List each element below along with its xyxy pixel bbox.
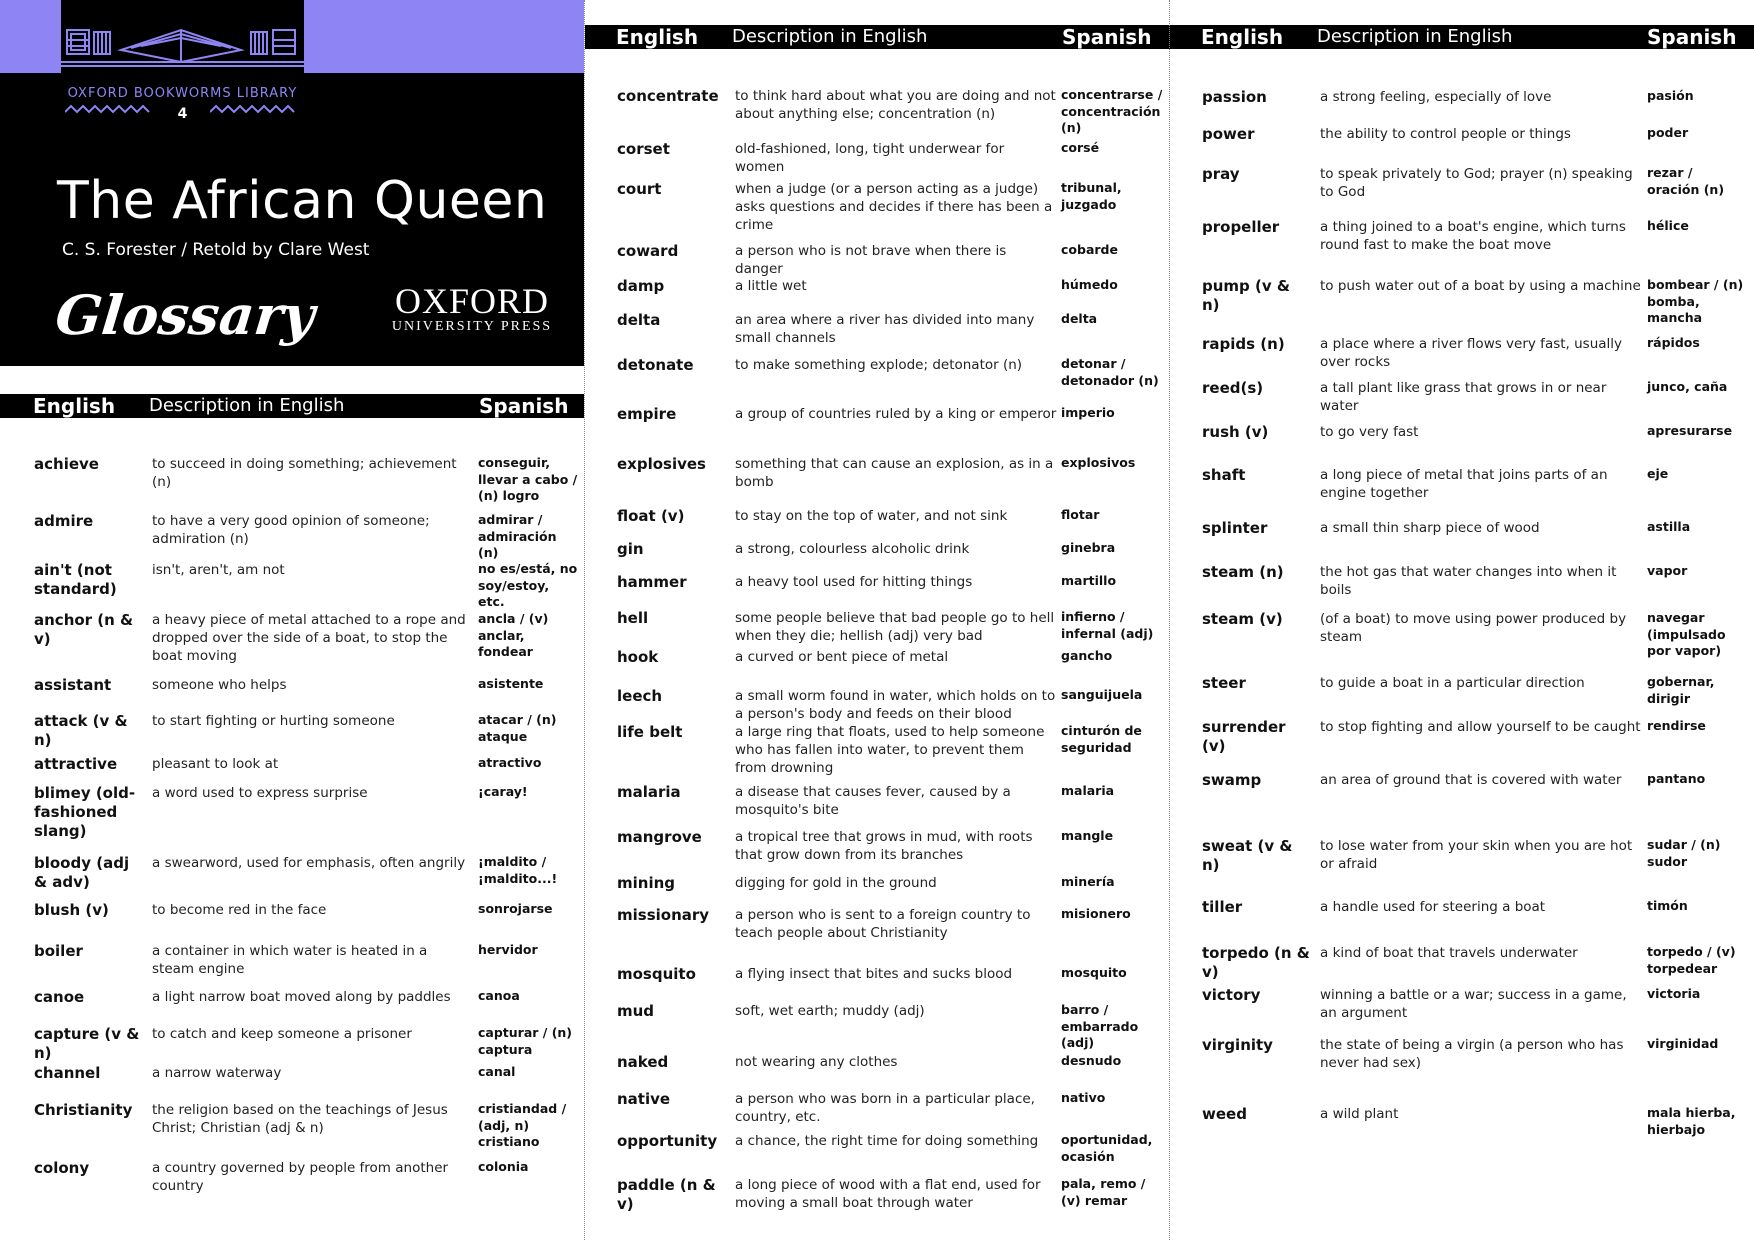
entry-word: boiler <box>34 942 83 960</box>
entry-description: winning a battle or a war; success in a game, an argument <box>1320 987 1627 1021</box>
entry-word: hammer <box>617 573 687 591</box>
entry-spanish: hervidor <box>478 942 538 957</box>
entry-spanish: vapor <box>1647 563 1688 578</box>
entry-spanish: sanguijuela <box>1061 687 1143 702</box>
glossary-column-2 <box>584 0 1170 1240</box>
entry-word: malaria <box>617 783 681 801</box>
entry-word: sweat (v & n) <box>1202 837 1293 874</box>
column-header <box>1170 25 1754 49</box>
header-spanish: Spanish <box>479 394 569 418</box>
header-english: English <box>33 394 116 418</box>
entry-word: steam (n) <box>1202 563 1284 581</box>
book-author: C. S. Forester / Retold by Clare West <box>62 240 370 260</box>
entry-description: to guide a boat in a particular direction <box>1320 675 1585 691</box>
entry-description: to succeed in doing something; achievement (n) <box>152 456 457 490</box>
entry-word: swamp <box>1202 771 1262 789</box>
header-english: English <box>1201 25 1284 49</box>
entry-word: pump (v & n) <box>1202 277 1290 314</box>
entry-word: surrender (v) <box>1202 718 1286 755</box>
glossary-column-1 <box>0 0 584 1240</box>
entry-spanish: húmedo <box>1061 277 1118 292</box>
entry-spanish: sonrojarse <box>478 901 553 916</box>
entry-word: steam (v) <box>1202 610 1283 628</box>
header-spanish: Spanish <box>1647 25 1737 49</box>
entry-description: (of a boat) to move using power produced by steam <box>1320 611 1627 645</box>
entry-word: channel <box>34 1064 101 1082</box>
entry-description: a person who is sent to a foreign country to teach people about Christianity <box>735 907 1031 941</box>
entry-word: victory <box>1202 986 1261 1004</box>
entry-description: a kind of boat that travels underwater <box>1320 945 1578 961</box>
entry-word: propeller <box>1202 218 1280 236</box>
entry-spanish: torpedo / (v) torpedear <box>1647 944 1736 976</box>
entry-spanish: oportunidad, ocasión <box>1061 1132 1153 1164</box>
entry-spanish: tribunal, juzgado <box>1061 180 1122 212</box>
entry-spanish: gancho <box>1061 648 1113 663</box>
book-cover-header <box>0 0 584 366</box>
entry-description: a thing joined to a boat's engine, which turns round fast to make the boat move <box>1320 219 1626 253</box>
entry-spanish: pantano <box>1647 771 1706 786</box>
entry-word: corset <box>617 140 670 158</box>
header-description: Description in English <box>732 26 928 47</box>
entry-description: a heavy piece of metal attached to a rope and dropped over the side of a boat, to stop the boat moving <box>152 612 466 664</box>
entry-spanish: apresurarse <box>1647 423 1733 438</box>
entry-spanish: malaria <box>1061 783 1115 798</box>
entry-word: passion <box>1202 88 1267 106</box>
entry-description: someone who helps <box>152 677 287 693</box>
entry-description: a person who is not brave when there is danger <box>735 243 1007 277</box>
entry-description: to stop fighting and allow yourself to be caught <box>1320 719 1641 735</box>
entry-spanish: cobarde <box>1061 242 1118 257</box>
column-header <box>0 394 584 418</box>
entry-spanish: pala, remo / (v) remar <box>1061 1176 1146 1208</box>
entry-spanish: ginebra <box>1061 540 1116 555</box>
entry-spanish: capturar / (n) captura <box>478 1025 573 1057</box>
entry-spanish: colonia <box>478 1159 529 1174</box>
entry-spanish: rápidos <box>1647 335 1700 350</box>
entry-spanish: sudar / (n) sudor <box>1647 837 1721 869</box>
entry-spanish: canoa <box>478 988 520 1003</box>
entry-description: a chance, the right time for doing something <box>735 1133 1039 1149</box>
entry-word: damp <box>617 277 665 295</box>
entry-spanish: ancla / (v) anclar, fondear <box>478 611 549 659</box>
entry-spanish: desnudo <box>1061 1053 1122 1068</box>
entry-description: a country governed by people from another country <box>152 1160 449 1194</box>
entry-word: assistant <box>34 676 112 694</box>
entry-description: to lose water from your skin when you are hot or afraid <box>1320 838 1633 872</box>
entry-word: power <box>1202 125 1255 143</box>
publisher-logo <box>384 283 560 335</box>
entry-word: reed(s) <box>1202 379 1264 397</box>
entry-description: a little wet <box>735 278 807 294</box>
entry-word: native <box>617 1090 671 1108</box>
entry-word: court <box>617 180 662 198</box>
entry-description: a word used to express surprise <box>152 785 368 801</box>
entry-description: a group of countries ruled by a king or emperor <box>735 406 1057 422</box>
entry-spanish: gobernar, dirigir <box>1647 674 1715 706</box>
entry-description: a strong feeling, especially of love <box>1320 89 1552 105</box>
entry-word: colony <box>34 1159 90 1177</box>
entry-spanish: hélice <box>1647 218 1689 233</box>
entry-word: Christianity <box>34 1101 133 1119</box>
entry-word: detonate <box>617 356 694 374</box>
entry-word: virginity <box>1202 1036 1273 1054</box>
entry-word: splinter <box>1202 519 1268 537</box>
entry-word: mud <box>617 1002 655 1020</box>
entry-description: old-fashioned, long, tight underwear for women <box>735 141 1005 175</box>
entry-spanish: rezar / oración (n) <box>1647 165 1725 197</box>
entry-description: to think hard about what you are doing and not about anything else; concentration (n) <box>735 88 1056 122</box>
entry-spanish: admirar / admiración (n) <box>478 512 557 560</box>
entry-spanish: atractivo <box>478 755 542 770</box>
entry-description: a small thin sharp piece of wood <box>1320 520 1540 536</box>
entry-word: naked <box>617 1053 669 1071</box>
entry-word: weed <box>1202 1105 1247 1123</box>
entry-description: some people believe that bad people go to hell when they die; hellish (adj) very bad <box>735 610 1055 644</box>
entry-spanish: barro / embarrado (adj) <box>1061 1002 1139 1050</box>
entry-spanish: mosquito <box>1061 965 1127 980</box>
entry-word: paddle (n & v) <box>617 1176 716 1213</box>
entry-word: capture (v & n) <box>34 1025 140 1062</box>
entry-spanish: timón <box>1647 898 1688 913</box>
entry-word: rapids (n) <box>1202 335 1285 353</box>
entry-description: a handle used for steering a boat <box>1320 899 1546 915</box>
entry-spanish: concentrarse / concentración (n) <box>1061 87 1163 135</box>
entry-word: anchor (n & v) <box>34 611 134 648</box>
entry-word: bloody (adj & adv) <box>34 854 130 891</box>
entry-spanish: eje <box>1647 466 1669 481</box>
entry-word: mosquito <box>617 965 696 983</box>
entry-spanish: astilla <box>1647 519 1691 534</box>
entry-word: steer <box>1202 674 1246 692</box>
entry-description: a swearword, used for emphasis, often angrily <box>152 855 466 871</box>
bookworms-logo <box>61 0 304 128</box>
entry-description: when a judge (or a person acting as a judge) asks questions and decides if there has been a crime <box>735 181 1053 233</box>
entry-spanish: virginidad <box>1647 1036 1719 1051</box>
publisher-subname: UNIVERSITY PRESS <box>391 319 553 334</box>
entry-spanish: navegar (impulsado por vapor) <box>1647 610 1726 658</box>
entry-spanish: detonar / detonador (n) <box>1061 356 1159 388</box>
entry-spanish: ¡maldito / ¡maldito...! <box>478 854 558 886</box>
entry-description: to have a very good opinion of someone; admiration (n) <box>152 513 430 547</box>
entry-spanish: mala hierba, hierbajo <box>1647 1105 1736 1137</box>
entry-word: pray <box>1202 165 1240 183</box>
entry-spanish: corsé <box>1061 140 1100 155</box>
entry-description: not wearing any clothes <box>735 1054 898 1070</box>
entry-word: admire <box>34 512 94 530</box>
glossary-heading: Glossary <box>52 283 318 347</box>
entry-description: the state of being a virgin (a person who has never had sex) <box>1320 1037 1624 1071</box>
entry-word: achieve <box>34 455 99 473</box>
entry-word: missionary <box>617 906 710 924</box>
entry-spanish: conseguir, llevar a cabo / (n) logro <box>478 455 578 503</box>
entry-description: a large ring that floats, used to help someone who has fallen into water, to prevent them from drowning <box>735 724 1045 776</box>
entry-spanish: delta <box>1061 311 1098 326</box>
entry-word: leech <box>617 687 663 705</box>
entry-word: hook <box>617 648 659 666</box>
entry-spanish: cinturón de seguridad <box>1061 723 1142 755</box>
header-spanish: Spanish <box>1062 25 1152 49</box>
entry-description: a small worm found in water, which holds on to a person's body and feeds on their blood <box>735 688 1056 722</box>
column-header <box>585 25 1170 49</box>
entry-spanish: junco, caña <box>1647 379 1728 394</box>
stage-level: 4 <box>177 106 188 122</box>
entry-description: to go very fast <box>1320 424 1419 440</box>
entry-description: a wild plant <box>1320 1106 1399 1122</box>
entry-spanish: cristiandad / (adj, n) cristiano <box>478 1101 567 1149</box>
entry-word: life belt <box>617 723 683 741</box>
entry-spanish: ¡caray! <box>478 784 528 799</box>
entry-description: a long piece of wood with a flat end, used for moving a small boat through water <box>735 1177 1041 1211</box>
entry-description: to make something explode; detonator (n) <box>735 357 1023 373</box>
entry-description: a long piece of metal that joins parts of an engine together <box>1320 467 1608 501</box>
entry-description: a flying insect that bites and sucks blood <box>735 966 1013 982</box>
entry-word: ain't (not standard) <box>34 561 117 598</box>
book-title: The African Queen <box>57 171 548 231</box>
entry-spanish: bombear / (n) bomba, mancha <box>1647 277 1744 325</box>
entry-description: digging for gold in the ground <box>735 875 937 891</box>
entry-description: the religion based on the teachings of Jesus Christ; Christian (adj & n) <box>152 1102 448 1136</box>
header-description: Description in English <box>149 395 345 416</box>
entry-description: to speak privately to God; prayer (n) speaking to God <box>1320 166 1633 200</box>
entry-description: a person who was born in a particular place, country, etc. <box>735 1091 1035 1125</box>
entry-description: an area where a river has divided into many small channels <box>735 312 1035 346</box>
entry-description: a light narrow boat moved along by paddles <box>152 989 451 1005</box>
entry-word: mangrove <box>617 828 702 846</box>
entry-word: rush (v) <box>1202 423 1269 441</box>
entry-word: explosives <box>617 455 706 473</box>
entry-word: blimey (old-fashioned slang) <box>34 784 136 840</box>
entry-spanish: nativo <box>1061 1090 1106 1105</box>
entry-spanish: canal <box>478 1064 516 1079</box>
publisher-name: OXFORD <box>394 281 550 321</box>
glossary-column-3 <box>1169 0 1754 1240</box>
entry-spanish: infierno / infernal (adj) <box>1061 609 1154 641</box>
entry-word: torpedo (n & v) <box>1202 944 1310 981</box>
entry-spanish: mangle <box>1061 828 1114 843</box>
entry-description: something that can cause an explosion, as in a bomb <box>735 456 1054 490</box>
entry-word: opportunity <box>617 1132 718 1150</box>
entry-description: a curved or bent piece of metal <box>735 649 949 665</box>
entry-description: pleasant to look at <box>152 756 279 772</box>
entry-spanish: explosivos <box>1061 455 1136 470</box>
entry-description: a tall plant like grass that grows in or near water <box>1320 380 1607 414</box>
entry-word: float (v) <box>617 507 685 525</box>
entry-word: empire <box>617 405 677 423</box>
entry-word: mining <box>617 874 676 892</box>
entry-word: delta <box>617 311 661 329</box>
entry-description: the ability to control people or things <box>1320 126 1571 142</box>
entry-spanish: rendirse <box>1647 718 1706 733</box>
entry-spanish: flotar <box>1061 507 1100 522</box>
entry-word: hell <box>617 609 649 627</box>
entry-description: soft, wet earth; muddy (adj) <box>735 1003 925 1019</box>
series-name: OXFORD BOOKWORMS LIBRARY <box>67 86 298 101</box>
entry-spanish: minería <box>1061 874 1115 889</box>
entry-description: to push water out of a boat by using a machine <box>1320 278 1641 294</box>
entry-description: a place where a river flows very fast, usually over rocks <box>1320 336 1623 370</box>
entry-description: a narrow waterway <box>152 1065 282 1081</box>
entry-description: a tropical tree that grows in mud, with roots that grow down from its branches <box>735 829 1033 863</box>
entry-description: a strong, colourless alcoholic drink <box>735 541 970 557</box>
header-description: Description in English <box>1317 26 1513 47</box>
entry-spanish: poder <box>1647 125 1689 140</box>
entry-spanish: no es/está, no soy/estoy, etc. <box>478 561 578 609</box>
entry-word: tiller <box>1202 898 1243 916</box>
entry-spanish: misionero <box>1061 906 1131 921</box>
entry-description: to become red in the face <box>152 902 327 918</box>
entry-description: a container in which water is heated in a steam engine <box>152 943 428 977</box>
entry-spanish: pasión <box>1647 88 1694 103</box>
books-illustration-icon <box>61 0 304 84</box>
entry-word: attractive <box>34 755 118 773</box>
entry-description: the hot gas that water changes into when it boils <box>1320 564 1617 598</box>
entry-word: attack (v & n) <box>34 712 128 749</box>
entry-word: coward <box>617 242 679 260</box>
header-english: English <box>616 25 699 49</box>
entry-spanish: asistente <box>478 676 544 691</box>
entry-spanish: atacar / (n) ataque <box>478 712 557 744</box>
entry-description: to catch and keep someone a prisoner <box>152 1026 412 1042</box>
entry-word: concentrate <box>617 87 719 105</box>
entry-word: canoe <box>34 988 85 1006</box>
entry-spanish: imperio <box>1061 405 1115 420</box>
entry-description: isn't, aren't, am not <box>152 562 285 578</box>
entry-word: shaft <box>1202 466 1246 484</box>
entry-spanish: victoria <box>1647 986 1701 1001</box>
entry-description: a heavy tool used for hitting things <box>735 574 973 590</box>
entry-description: an area of ground that is covered with water <box>1320 772 1622 788</box>
entry-description: a disease that causes fever, caused by a mosquito's bite <box>735 784 1011 818</box>
entry-word: blush (v) <box>34 901 109 919</box>
entry-description: to stay on the top of water, and not sink <box>735 508 1008 524</box>
entry-description: to start fighting or hurting someone <box>152 713 395 729</box>
entry-spanish: martillo <box>1061 573 1117 588</box>
entry-word: gin <box>617 540 644 558</box>
